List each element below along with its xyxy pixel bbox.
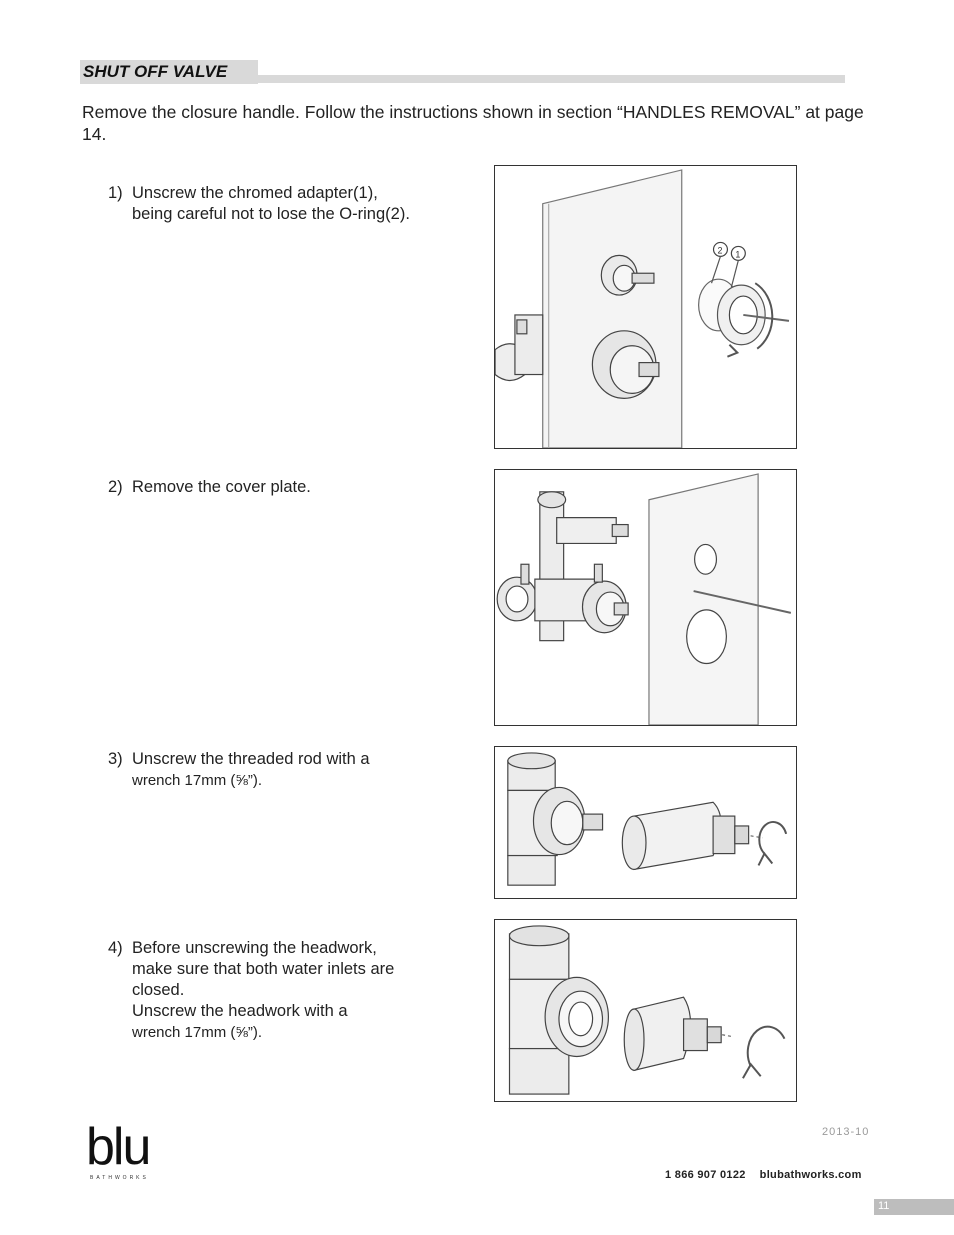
step-2 — [108, 477, 311, 498]
website-link[interactable]: blubathworks.com — [759, 1169, 862, 1181]
step-4-line-5: wrench 17mm (⅝”). — [132, 1024, 263, 1041]
step-3-line-1: Unscrew the threaded rod with a — [132, 750, 370, 768]
callout-1: 1 — [735, 249, 741, 260]
phone-number: 1 866 907 0122 — [665, 1169, 746, 1181]
step-3-line-2: wrench 17mm (⅝”). — [132, 772, 263, 789]
step-1 — [108, 183, 410, 225]
logo-subtext: BATHWORKS — [90, 1175, 149, 1181]
step-1-line-2: being careful not to lose the O-ring(2). — [132, 205, 410, 223]
revision-date: 2013-10 — [822, 1126, 870, 1138]
page-number: 11 — [878, 1200, 890, 1212]
blu-bathworks-logo — [86, 1120, 166, 1182]
step-3-illustration — [494, 746, 797, 899]
step-4-line-2: make sure that both water inlets are — [132, 960, 395, 978]
step-4-line-4: Unscrew the headwork with a — [132, 1002, 348, 1020]
step-2-line-1: Remove the cover plate. — [132, 478, 311, 496]
step-4-line-1: Before unscrewing the headwork, — [132, 939, 377, 957]
logo-wordmark: blu — [86, 1120, 150, 1176]
step-4-number: 4) — [108, 939, 123, 957]
step-4 — [108, 938, 394, 1043]
step-1-illustration — [494, 165, 797, 449]
step-2-number: 2) — [108, 478, 123, 496]
step-1-number: 1) — [108, 184, 123, 202]
step-1-line-1: Unscrew the chromed adapter(1), — [132, 184, 378, 202]
step-4-illustration — [494, 919, 797, 1102]
intro-paragraph: Remove the closure handle. Follow the instructions shown in section “HANDLES REMOVAL” at page 14. — [82, 102, 864, 144]
step-2-illustration — [494, 469, 797, 726]
step-4-line-3: closed. — [132, 981, 185, 999]
contact-info — [665, 1169, 876, 1181]
section-title: SHUT OFF VALVE — [80, 60, 258, 84]
section-header-bar — [256, 75, 845, 83]
callout-2: 2 — [717, 245, 723, 256]
step-3 — [108, 749, 370, 791]
step-3-number: 3) — [108, 750, 123, 768]
page-number-box — [874, 1199, 954, 1215]
